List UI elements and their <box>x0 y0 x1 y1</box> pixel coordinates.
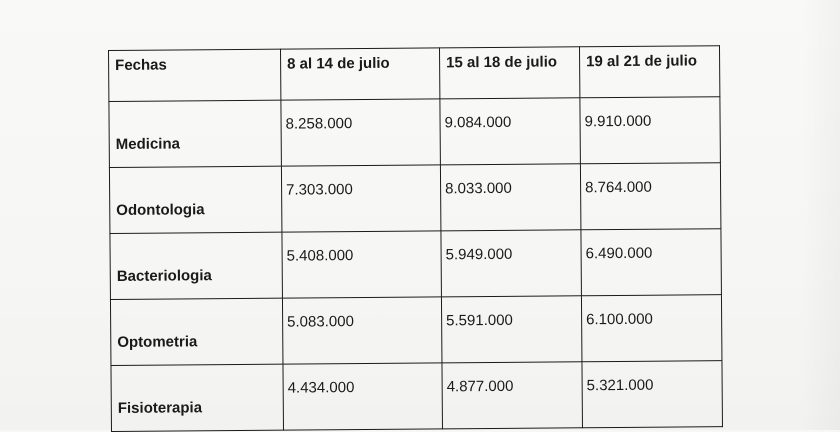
value-text: 4.434.000 <box>287 379 355 397</box>
value-cell <box>441 296 582 363</box>
value-cell <box>442 362 583 429</box>
header-label: 19 al 21 de julio <box>586 52 698 71</box>
header-label: 8 al 14 de julio <box>287 54 390 73</box>
value-text: 5.591.000 <box>446 311 513 330</box>
value-text: 8.033.000 <box>445 179 512 198</box>
category-cell <box>110 232 283 299</box>
category-cell <box>110 298 283 365</box>
value-text: 6.100.000 <box>586 310 653 329</box>
value-text: 6.490.000 <box>585 244 653 263</box>
header-cell <box>439 47 579 99</box>
category-label: Odontologia <box>116 201 205 219</box>
value-cell <box>580 163 721 230</box>
value-cell <box>582 361 723 428</box>
value-text: 8.258.000 <box>285 115 353 133</box>
value-cell <box>281 99 441 166</box>
value-cell <box>581 229 722 296</box>
value-cell <box>282 231 442 298</box>
header-cell <box>579 46 719 98</box>
category-label: Optometria <box>117 333 198 351</box>
value-text: 4.877.000 <box>446 377 514 396</box>
value-text: 5.408.000 <box>286 247 354 265</box>
table-row <box>109 97 720 168</box>
category-label: Fisioterapia <box>117 399 203 417</box>
value-text: 5.321.000 <box>586 376 654 395</box>
value-cell <box>283 363 443 430</box>
header-cell <box>280 48 439 100</box>
header-cell <box>109 49 281 101</box>
value-text: 5.083.000 <box>287 313 354 331</box>
category-label: Bacteriologia <box>116 267 212 285</box>
category-cell <box>109 166 282 233</box>
tuition-table <box>108 45 723 432</box>
value-text: 8.764.000 <box>585 178 652 197</box>
table-row <box>110 229 721 300</box>
header-label: Fechas <box>115 56 167 74</box>
table-row <box>110 295 721 366</box>
value-cell <box>440 98 581 165</box>
value-text: 9.910.000 <box>584 112 652 131</box>
category-cell <box>109 100 282 167</box>
table-header-row <box>109 46 720 102</box>
value-cell <box>282 297 442 364</box>
value-cell <box>440 164 581 231</box>
table-row <box>109 163 720 234</box>
value-cell <box>581 295 722 362</box>
table-row <box>111 361 722 432</box>
category-cell <box>111 364 284 431</box>
paper-edge-shadow <box>800 0 840 430</box>
value-text: 5.949.000 <box>445 245 513 264</box>
value-text: 7.303.000 <box>286 181 353 199</box>
value-cell <box>441 230 582 297</box>
value-cell <box>580 97 721 164</box>
category-label: Medicina <box>115 135 180 153</box>
value-cell <box>281 165 441 232</box>
value-text: 9.084.000 <box>444 113 512 132</box>
header-label: 15 al 18 de julio <box>446 53 558 72</box>
